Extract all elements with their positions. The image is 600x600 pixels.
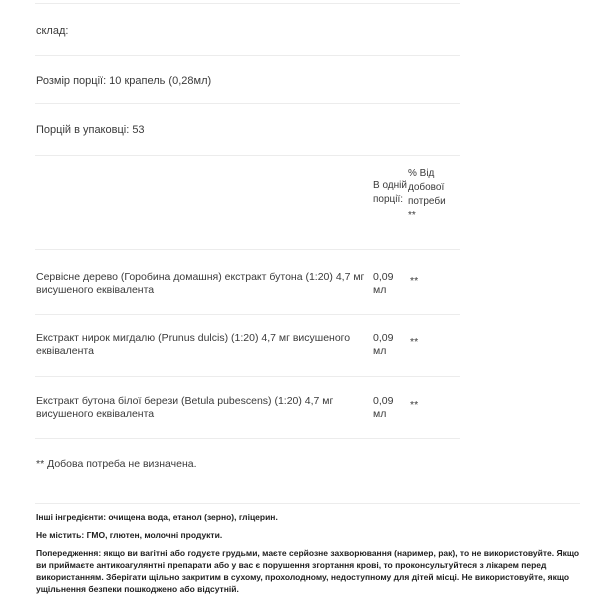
- column-header-amount-per-serving: В одній порції:: [373, 180, 407, 205]
- table-row-nutrient-name: Екстракт бутона білої берези (Betula pubescens) (1:20) 4,7 мг висушеного еквівалента: [36, 395, 334, 420]
- table-row-daily-value: **: [410, 275, 419, 287]
- divider-below-table-header: [35, 249, 460, 250]
- divider-top: [35, 3, 460, 4]
- divider-after-row-3: [35, 438, 460, 439]
- divider-after-row-2: [35, 376, 460, 377]
- divider-after-servings-per-container: [35, 155, 460, 156]
- warning-text: Попередження: якщо ви вагітні або годуєте грудьми, маєте серйозне захворювання (наример, рак), то не використовуйте. Якщо ви приймаєте антикоагулянтні препарати або у вас є порушення згортання крові, то проконсультуйтеся з лікарем перед використанням. Зберігати щільно закритим в сухому, прохолодному, недоступному для дітей місці. Не використовуйте, якщо ущільнення безпеки пошкоджено або відсутній.: [36, 548, 580, 594]
- table-row-nutrient-name: Екстракт нирок мигдалю (Prunus dulcis) (1:20) 4,7 мг висушеного еквівалента: [36, 332, 351, 357]
- table-row-amount: 0,09 мл: [373, 332, 394, 357]
- divider-after-serving-size: [35, 103, 460, 104]
- divider-before-other-ingredients: [35, 503, 580, 504]
- other-ingredients-text: Інші інгредієнти: очищена вода, етанол (зерно), гліцерин.: [36, 512, 278, 522]
- table-row-amount: 0,09 мл: [373, 271, 394, 296]
- table-row-nutrient-name: Сервісне дерево (Горобина домашня) екстракт бутона (1:20) 4,7 мг висушеного еквівалента: [36, 271, 365, 296]
- free-from-text: Не містить: ГМО, глютен, молочні продукти.: [36, 530, 223, 540]
- divider-after-heading: [35, 55, 460, 56]
- serving-size-label: Розмір порції: 10 крапель (0,28мл): [36, 75, 212, 87]
- column-header-percent-daily-value: % Від добової потреби **: [408, 168, 446, 221]
- divider-after-row-1: [35, 314, 460, 315]
- table-row-daily-value: **: [410, 336, 419, 348]
- panel-heading: склад:: [36, 25, 69, 37]
- table-row-daily-value: **: [410, 399, 419, 411]
- servings-per-container-label: Порцій в упаковці: 53: [36, 124, 145, 136]
- table-row-amount: 0,09 мл: [373, 395, 394, 420]
- daily-value-footnote: ** Добова потреба не визначена.: [36, 458, 197, 470]
